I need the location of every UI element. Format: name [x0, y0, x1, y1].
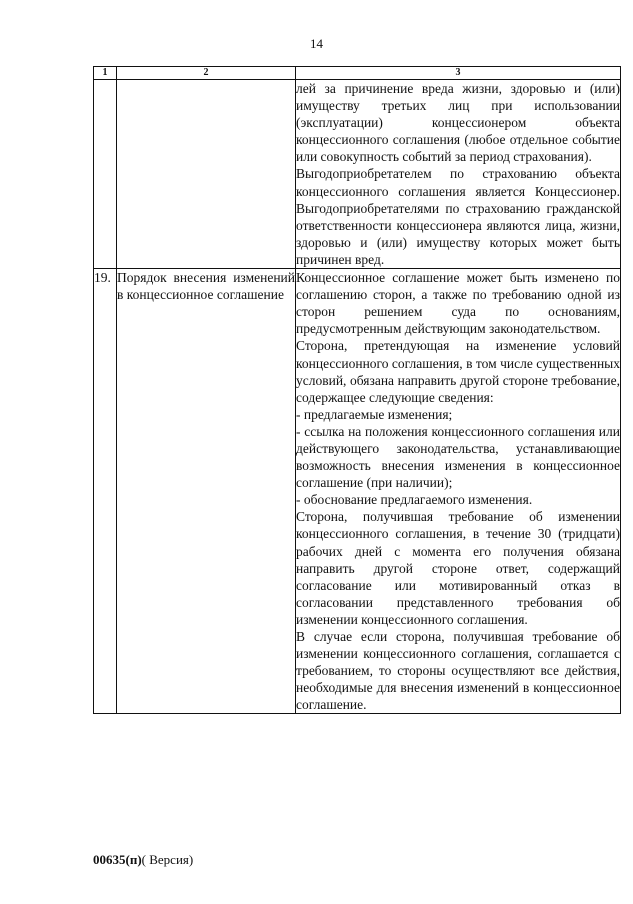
list-item: - обоснование предлагаемого изменения.: [296, 492, 533, 508]
paragraph: Концессионное соглашение может быть изменено по соглашению сторон, а также по требованию одной из сторон решением суда по основаниям, предусмотренным действующим законодательством.: [296, 270, 620, 337]
list-item: - ссылка на положения концессионного соглашения или действующего законодательства, устанавливающие возможность внесения изменения в концессионное соглашение (при наличии);: [296, 423, 620, 491]
page-number: 14: [310, 36, 323, 51]
paragraph: Выгодоприобретателем по страхованию объекта концессионного соглашения является Концессионер. Выгодоприобретателями по страхованию гражданской ответственности концессионера являются лица, жизни, здоровью и (или) имуществу которых может быть причинен вред.: [296, 166, 620, 267]
row-content: [296, 269, 621, 714]
row-content: [296, 80, 621, 269]
row-number: 19.: [94, 269, 117, 714]
table-header-row: [94, 67, 621, 80]
paragraph: Сторона, получившая требование об изменении концессионного соглашения, в течение 30 (тридцати) рабочих дней с момента его получения обязана направить другой стороне ответ, содержащий согласование или мотивированный отказ в согласовании представленного требования об изменении концессионного соглашения.: [296, 509, 620, 627]
paragraph: Сторона, претендующая на изменение условий концессионного соглашения, в том числе существенных условий, обязана направить другой стороне требование, содержащее следующие сведения:: [296, 338, 620, 405]
table-row-19: [94, 269, 621, 714]
footer: [93, 852, 193, 868]
column-header-2: 2: [117, 67, 296, 80]
document-version: ( Версия): [141, 852, 194, 867]
row-title: Порядок внесения изменений в концессионное соглашение: [117, 269, 296, 714]
column-header-1: 1: [94, 67, 117, 80]
document-code: 00635(п): [93, 852, 142, 867]
table-row-continued: [94, 80, 621, 269]
row-title: [117, 80, 296, 269]
row-number: [94, 80, 117, 269]
paragraph: лей за причинение вреда жизни, здоровью и (или) имуществу третьих лиц при использовании (эксплуатации) концессионером объекта концессионного соглашения (любое отдельное событие или совокупность событий за период страхования).: [296, 81, 620, 165]
list-item: - предлагаемые изменения;: [296, 406, 453, 422]
paragraph: В случае если сторона, получившая требование об изменении концессионного соглашения, соглашается с требованием, то стороны осуществляют все действия, необходимые для внесения изменений в концессионное соглашение.: [296, 629, 620, 713]
column-header-3: 3: [296, 67, 621, 80]
document-table: [93, 66, 621, 714]
